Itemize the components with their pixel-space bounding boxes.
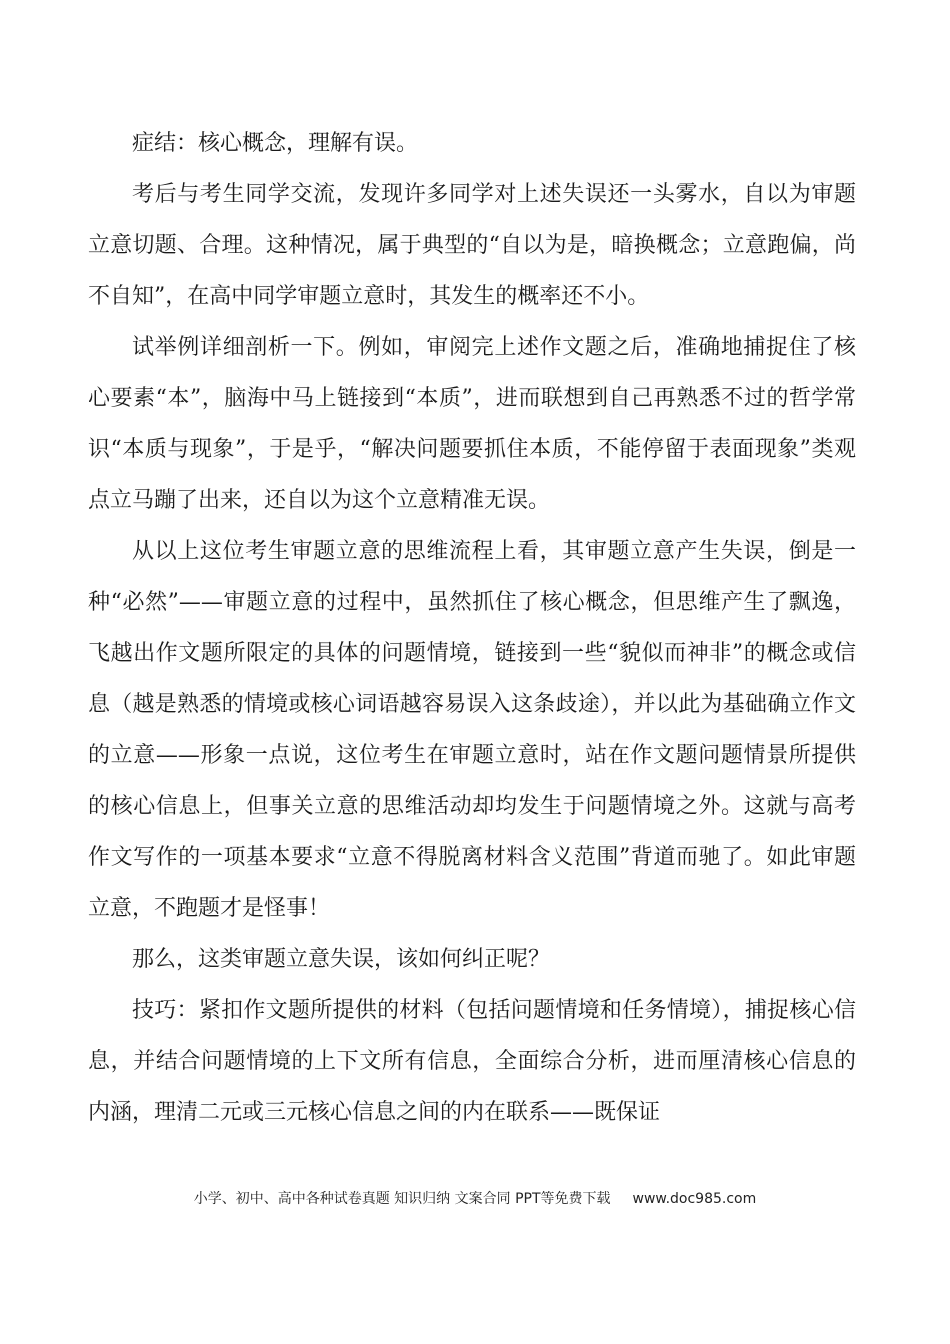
paragraph-question: 那么，这类审题立意失误，该如何纠正呢？ [132,947,551,972]
footer-url-link[interactable]: www.doc985.com [632,1191,757,1207]
paragraph-exchange: 考后与考生同学交流，发现许多同学对上述失误还一头雾水，自以为审题立意切题、合理。这种情况，属于典型的“自以为是，暗换概念；立意跑偏，尚不自知”，在高中同学审题立意时，其发生的概率还不小。 [88,182,856,309]
footer-text: 小学、初中、高中各种试卷真题 知识归纳 文案合同 PPT等免费下载 [193,1191,611,1207]
document-body [88,118,856,1138]
paragraph-example: 试举例详细剖析一下。例如，审阅完上述作文题之后，准确地捕捉住了核心要素“本”，脑海中马上链接到“本质”，进而联想到自己再熟悉不过的哲学常识“本质与现象”，于是乎，“解决问题要抓住本质，不能停留于表面现象”类观点立马蹦了出来，还自以为这个立意精准无误。 [88,335,856,513]
paragraph-symptom: 症结：核心概念，理解有误。 [132,131,419,156]
page-footer [0,1188,950,1208]
paragraph-analysis: 从以上这位考生审题立意的思维流程上看，其审题立意产生失误，倒是一种“必然”——审题立意的过程中，虽然抓住了核心概念，但思维产生了飘逸，飞越出作文题所限定的具体的问题情境，链接到一些“貌似而神非”的概念或信息（越是熟悉的情境或核心词语越容易误入这条歧途），并以此为基础确立作文的立意——形象一点说，这位考生在审题立意时，站在作文题问题情景所提供的核心信息上，但事关立意的思维活动却均发生于问题情境之外。这就与高考作文写作的一项基本要求“立意不得脱离材料含义范围”背道而驰了。如此审题立意，不跑题才是怪事！ [88,539,856,921]
paragraph-technique: 技巧：紧扣作文题所提供的材料（包括问题情境和任务情境），捕捉核心信息，并结合问题情境的上下文所有信息，全面综合分析，进而厘清核心信息的内涵，理清二元或三元核心信息之间的内在联系——既保证 [88,998,856,1125]
